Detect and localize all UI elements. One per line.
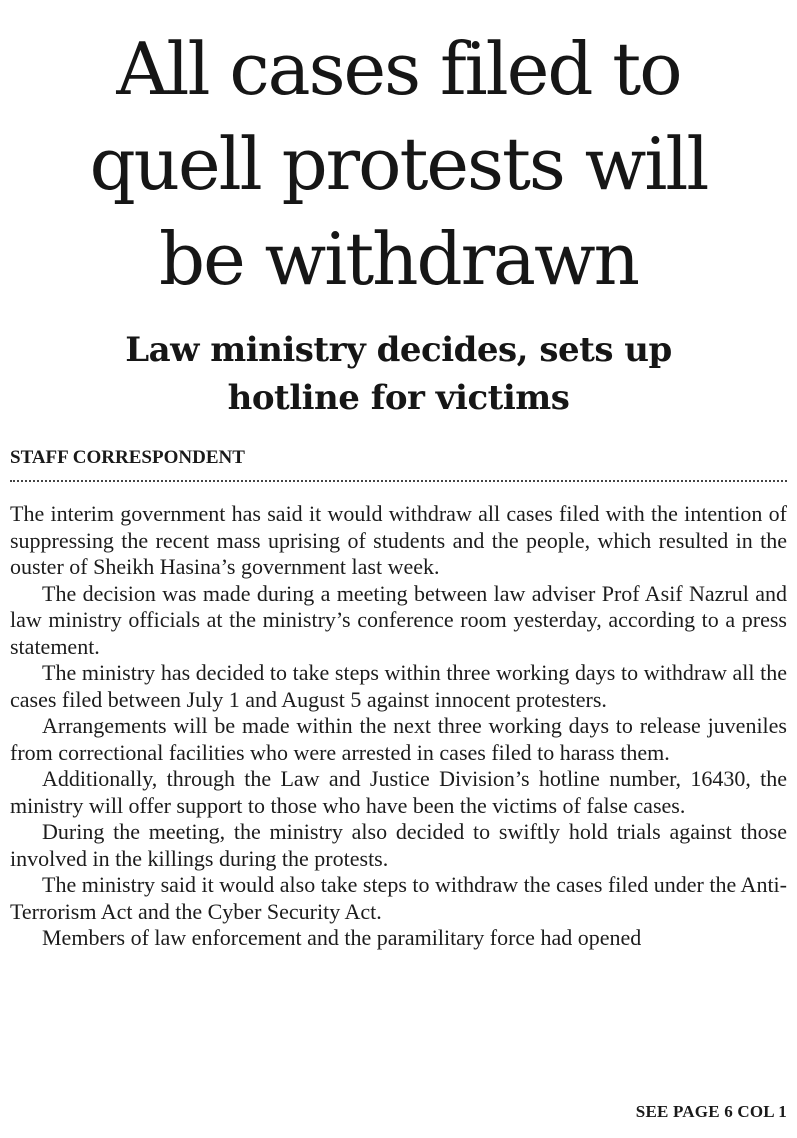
paragraph: Additionally, through the Law and Justice Division’s hotline number, 16430, the ministry will offer support to those who have been the victims of false cases.: [10, 766, 787, 818]
headline-line: quell protests will: [89, 122, 708, 206]
subheadline-line: Law ministry decides, sets up: [125, 330, 672, 370]
subheadline-line: hotline for victims: [227, 378, 570, 418]
headline-line: All cases filed to: [116, 27, 681, 111]
paragraph: The ministry has decided to take steps within three working days to withdraw all the cases filed between July 1 and August 5 against innocent protesters.: [10, 660, 787, 712]
byline: STAFF CORRESPONDENT: [10, 447, 245, 468]
headline: [8, 22, 789, 307]
paragraph: The interim government has said it would withdraw all cases filed with the intention of suppressing the recent mass uprising of students and the people, which resulted in the ouster of Sheikh Hasina’s government last week.: [10, 501, 787, 579]
paragraph: During the meeting, the ministry also decided to swiftly hold trials against those involved in the killings during the protests.: [10, 819, 787, 871]
article-body: [10, 501, 787, 952]
dotted-divider: [10, 480, 787, 482]
continued-on-page-link[interactable]: SEE PAGE 6 COL 1: [635, 1102, 787, 1121]
paragraph: The decision was made during a meeting between law adviser Prof Asif Nazrul and law ministry officials at the ministry’s conference room yesterday, according to a press statement.: [10, 580, 787, 659]
headline-line: be withdrawn: [159, 217, 638, 301]
subheadline: [8, 326, 789, 422]
paragraph: Arrangements will be made within the next three working days to release juveniles from correctional facilities who were arrested in cases filed to harass them.: [10, 713, 787, 765]
paragraph: Members of law enforcement and the paramilitary force had opened: [42, 925, 642, 950]
paragraph: The ministry said it would also take steps to withdraw the cases filed under the Anti-Terrorism Act and the Cyber Security Act.: [10, 872, 787, 924]
